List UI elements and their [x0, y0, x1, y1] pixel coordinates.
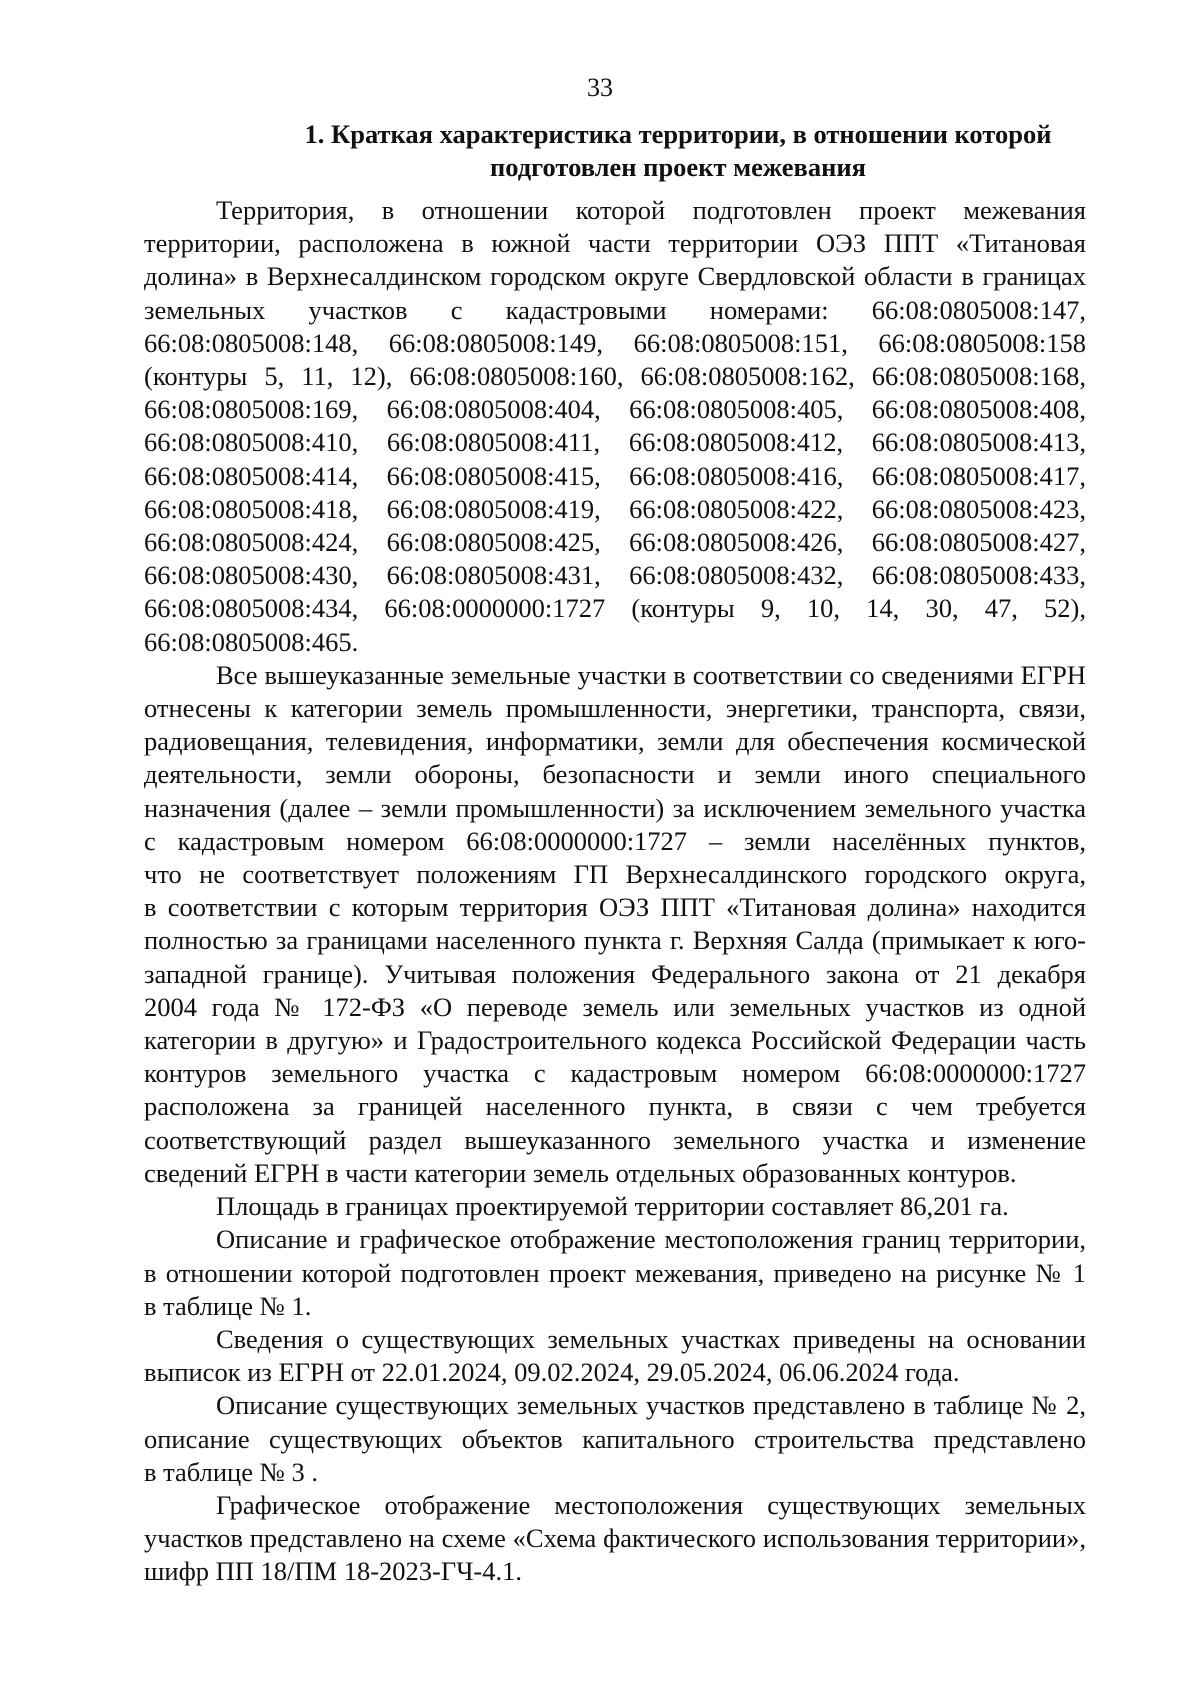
paragraph-egrn-extracts	[144, 1323, 1086, 1389]
text-line: 2004 года № 172-ФЗ «О переводе земель или земельных участков из одной	[144, 991, 1086, 1022]
paragraph-tables	[144, 1389, 1086, 1489]
text-line: 66:08:0805008:148, 66:08:0805008:149, 66:08:0805008:151, 66:08:0805008:158	[144, 327, 1086, 358]
paragraph-land-category	[144, 659, 1086, 1190]
paragraph-area	[144, 1190, 1086, 1223]
text-line: Все вышеуказанные земельные участки в соответствии со сведениями ЕГРН	[216, 659, 1086, 690]
paragraph-scheme	[144, 1489, 1086, 1589]
text-line: участков представлено на схеме «Схема фактического использования территории»,	[144, 1523, 1086, 1554]
text-line: выписок из ЕГРН от 22.01.2024, 09.02.2024, 29.05.2024, 06.06.2024 года.	[144, 1357, 960, 1388]
text-line: 66:08:0805008:414, 66:08:0805008:415, 66:08:0805008:416, 66:08:0805008:417,	[144, 460, 1086, 491]
text-line: что не соответствует положениям ГП Верхнесалдинского городского округа,	[144, 859, 1086, 890]
text-line: 66:08:0805008:430, 66:08:0805008:431, 66:08:0805008:432, 66:08:0805008:433,	[144, 560, 1086, 591]
text-line: шифр ПП 18/ПМ 18-2023-ГЧ-4.1.	[144, 1556, 522, 1587]
text-line: в соответствии с которым территория ОЭЗ ППТ «Титановая долина» находится	[144, 892, 1086, 923]
text-line: Описание существующих земельных участков представлено в таблице № 2,	[216, 1390, 1086, 1421]
text-line: 66:08:0805008:169, 66:08:0805008:404, 66:08:0805008:405, 66:08:0805008:408,	[144, 394, 1086, 425]
text-line: полностью за границами населенного пункта г. Верхняя Салда (примыкает к юго-	[144, 925, 1086, 956]
text-line: Сведения о существующих земельных участках приведены на основании	[216, 1323, 1086, 1354]
text-line: 66:08:0805008:434, 66:08:0000000:1727 (контуры 9, 10, 14, 30, 47, 52),	[144, 593, 1086, 624]
text-line: долина» в Верхнесалдинском городском округе Свердловской области в границах	[144, 261, 1086, 292]
text-line: расположена за границей населенного пункта, в связи с чем требуется	[144, 1091, 1086, 1122]
paragraph-boundaries	[144, 1223, 1086, 1323]
text-line: 66:08:0805008:465.	[144, 626, 359, 657]
text-line: деятельности, земли обороны, безопасности и земли иного специального	[144, 759, 1086, 790]
section-heading-line-2: подготовлен проект межевания	[490, 152, 866, 182]
text-line: в таблице № 1.	[144, 1290, 312, 1321]
text-line: 66:08:0805008:410, 66:08:0805008:411, 66:08:0805008:412, 66:08:0805008:413,	[144, 427, 1086, 458]
text-line: (контуры 5, 11, 12), 66:08:0805008:160, 66:08:0805008:162, 66:08:0805008:168,	[144, 361, 1086, 392]
text-line: 66:08:0805008:418, 66:08:0805008:419, 66:08:0805008:422, 66:08:0805008:423,	[144, 493, 1086, 524]
text-line: западной границе). Учитывая положения Федерального закона от 21 декабря	[144, 958, 1086, 989]
paragraph-territory	[144, 194, 1086, 659]
text-line: описание существующих объектов капитального строительства представлено	[144, 1423, 1086, 1454]
text-line: отнесены к категории земель промышленности, энергетики, транспорта, связи,	[144, 693, 1086, 724]
text-line: сведений ЕГРН в части категории земель отдельных образованных контуров.	[144, 1157, 1017, 1188]
text-line: Территория, в отношении которой подготовлен проект межевания	[216, 195, 1086, 225]
text-line: радиовещания, телевидения, информатики, земли для обеспечения космической	[144, 726, 1086, 757]
text-line: территории, расположена в южной части территории ОЭЗ ППТ «Титановая	[144, 228, 1086, 259]
text-line: Описание и графическое отображение местоположения границ территории,	[216, 1224, 1086, 1255]
section-heading-line-1: 1. Краткая характеристика территории, в отношении которой	[304, 119, 1052, 149]
page-number: 33	[587, 73, 613, 102]
text-line: соответствующий раздел вышеуказанного земельного участка и изменение	[144, 1124, 1086, 1155]
text-line: Графическое отображение местоположения существующих земельных	[216, 1489, 1086, 1520]
text-line: контуров земельного участка с кадастровым номером 66:08:0000000:1727	[144, 1058, 1086, 1089]
text-line: Площадь в границах проектируемой территории составляет 86,201 га.	[216, 1191, 1009, 1222]
text-line: с кадастровым номером 66:08:0000000:1727 – земли населённых пунктов,	[144, 825, 1086, 856]
text-line: 66:08:0805008:424, 66:08:0805008:425, 66:08:0805008:426, 66:08:0805008:427,	[144, 527, 1086, 558]
text-line: в отношении которой подготовлен проект межевания, приведено на рисунке № 1	[144, 1257, 1086, 1288]
text-line: назначения (далее – земли промышленности) за исключением земельного участка	[144, 792, 1086, 823]
text-line: в таблице № 3 .	[144, 1456, 319, 1487]
text-line: категории в другую» и Градостроительного кодекса Российской Федерации часть	[144, 1025, 1086, 1056]
document-body	[144, 194, 1086, 1589]
text-line: земельных участков с кадастровыми номерами: 66:08:0805008:147,	[144, 294, 1086, 325]
section-heading	[272, 118, 1084, 184]
